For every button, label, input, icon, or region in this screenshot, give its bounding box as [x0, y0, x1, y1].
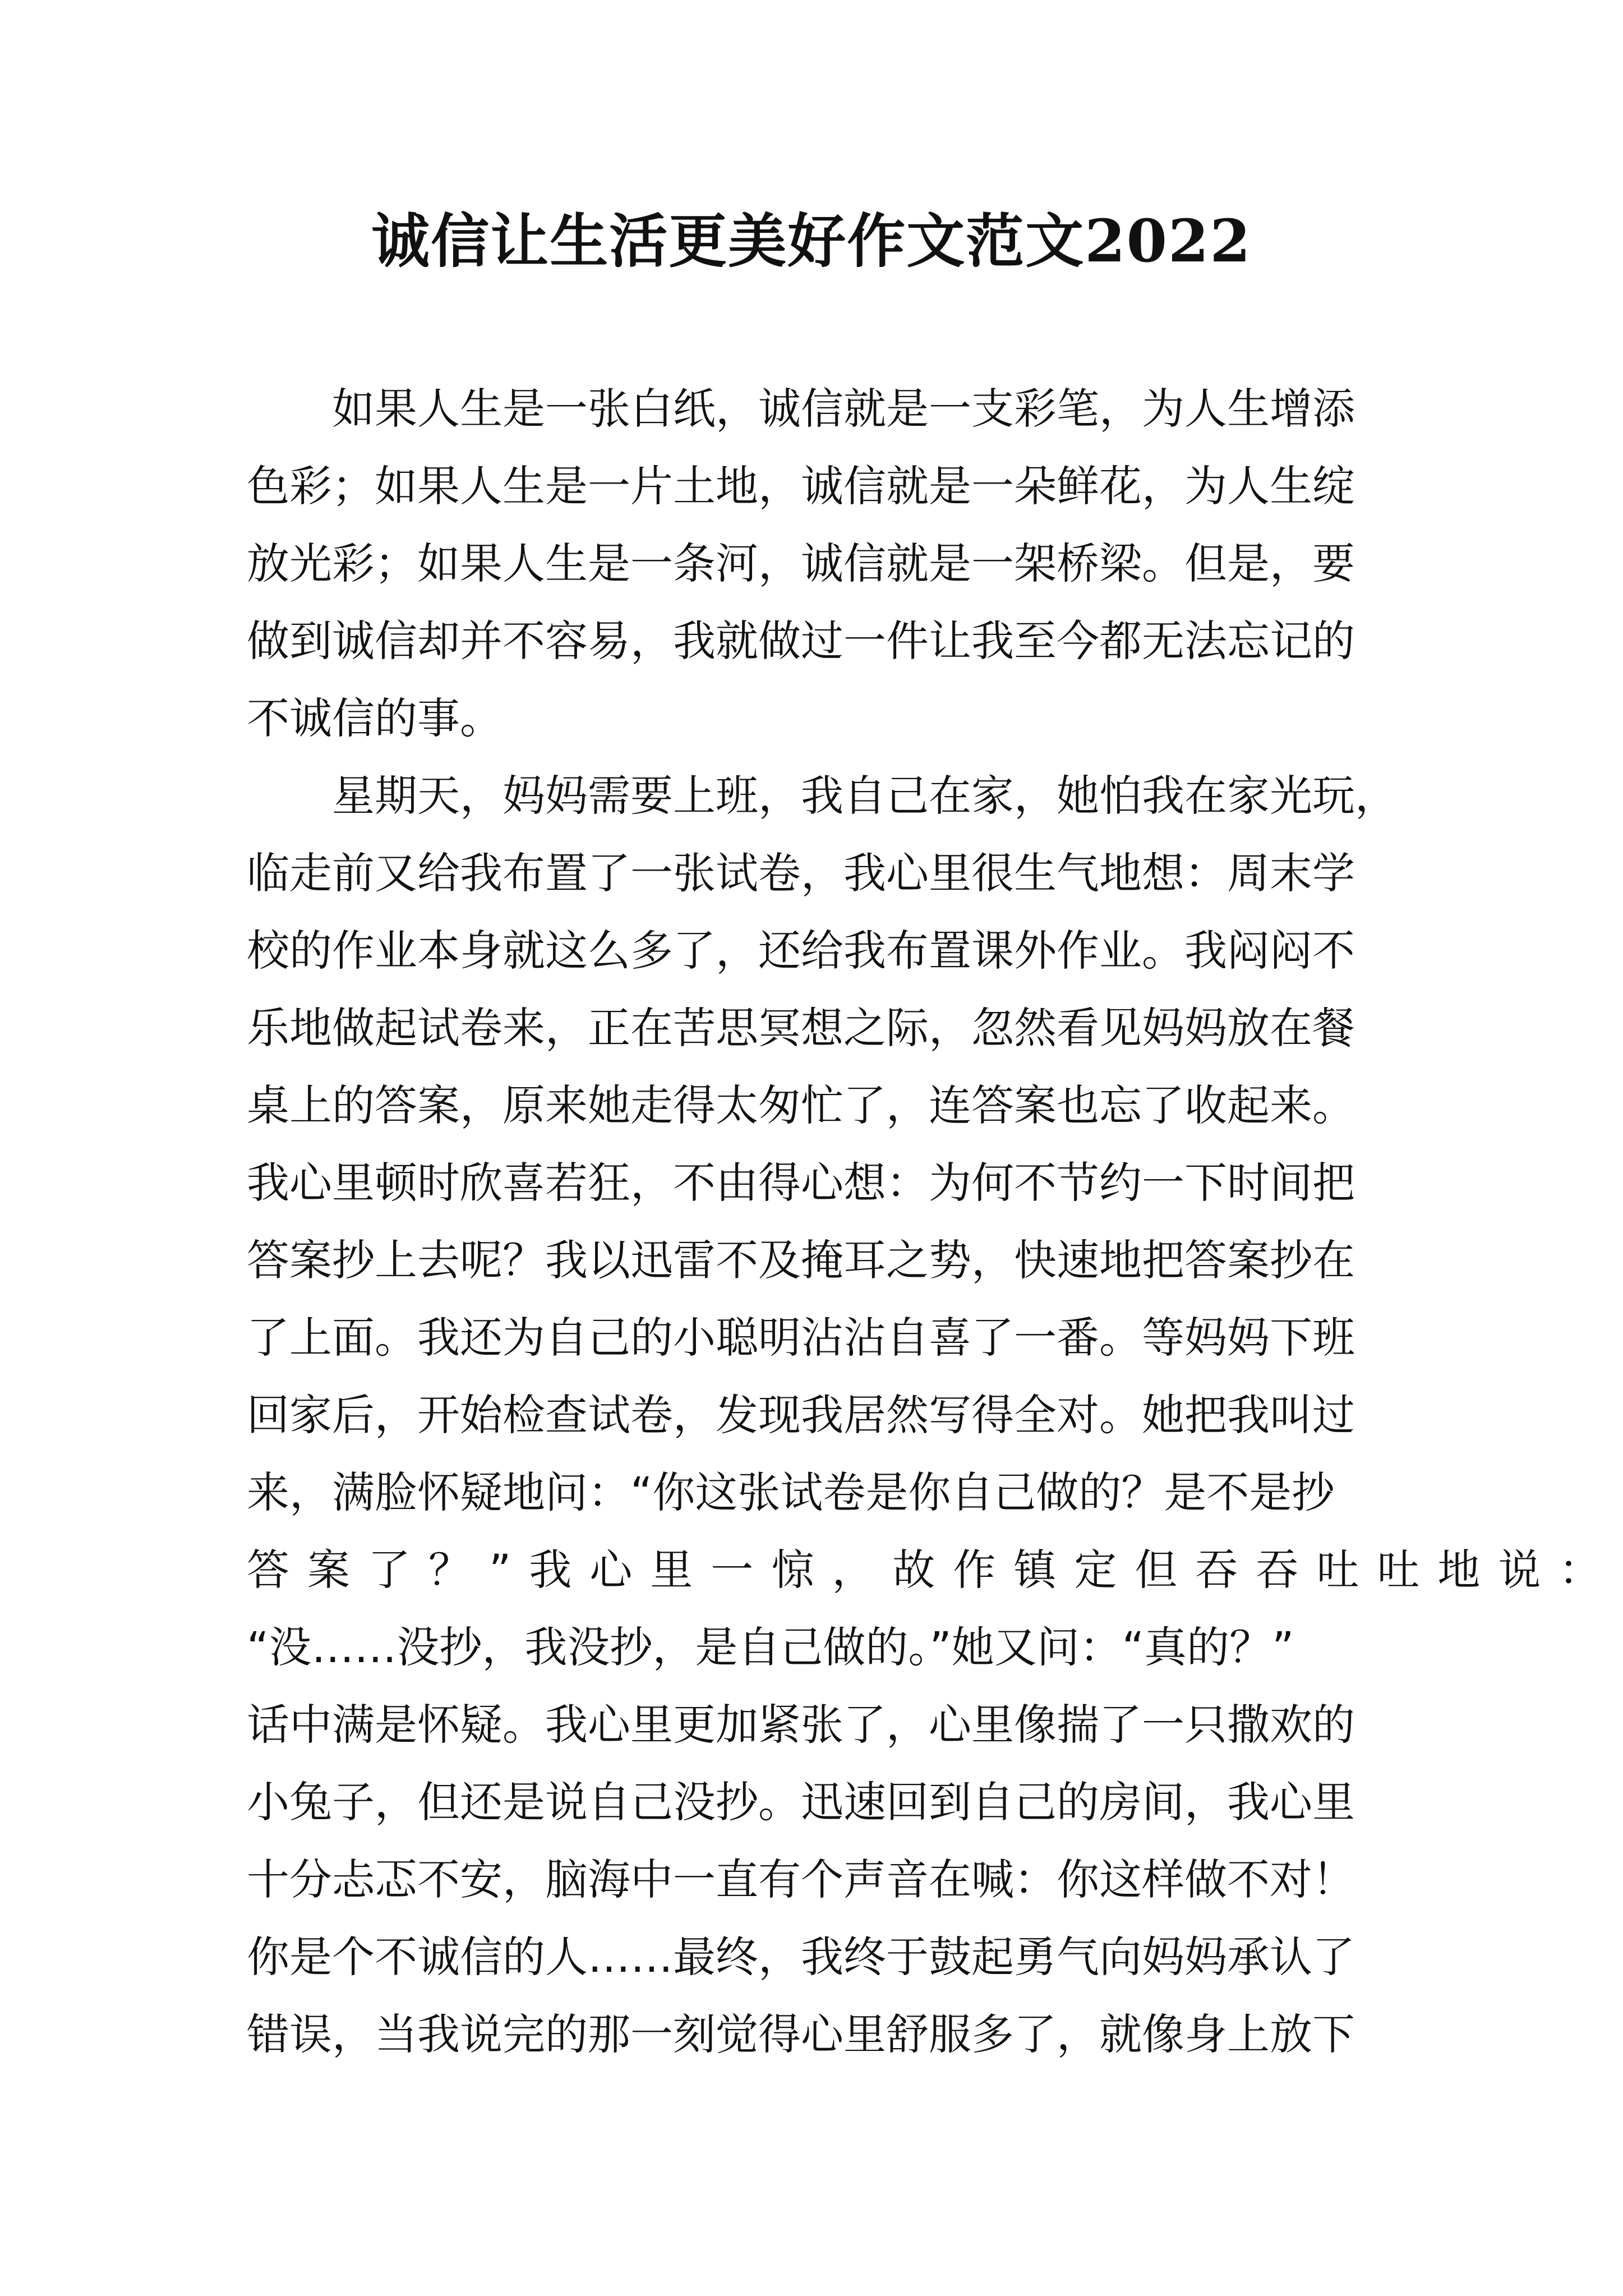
paragraph-2-line-5: 桌上的答案，原来她走得太匆忙了，连答案也忘了收起来。: [247, 1080, 1355, 1130]
paragraph-2-line-6: 我心里顿时欣喜若狂，不由得心想：为何不节约一下时间把: [247, 1158, 1355, 1208]
paragraph-2-line-4: 乐地做起试卷来，正在苦思冥想之际，忽然看见妈妈放在餐: [247, 1003, 1355, 1053]
paragraph-1-line-2: 色彩；如果人生是一片土地，诚信就是一朵鲜花，为人生绽: [247, 461, 1355, 511]
paragraph-2-line-10: 来，满脸怀疑地问：“你这张试卷是你自己做的？是不是抄: [247, 1467, 1335, 1517]
paragraph-2-line-16: 你是个不诚信的人……最终，我终于鼓起勇气向妈妈承认了: [247, 1932, 1355, 1982]
paragraph-2-line-11: 答案了？”我心里一惊，故作镇定但吞吞吐吐地说：: [247, 1545, 1620, 1595]
paragraph-1-line-1: 如果人生是一张白纸，诚信就是一支彩笔，为人生增添: [332, 384, 1355, 434]
paragraph-2-line-8: 了上面。我还为自己的小聪明沾沾自喜了一番。等妈妈下班: [247, 1313, 1355, 1363]
paragraph-2-line-17: 错误，当我说完的那一刻觉得心里舒服多了，就像身上放下: [247, 2009, 1355, 2059]
paragraph-2-line-15: 十分忐忑不安，脑海中一直有个声音在喊：你这样做不对！: [247, 1855, 1355, 1904]
document-title: 诚信让生活更美好作文范文2022: [371, 206, 1252, 275]
paragraph-2-line-9: 回家后，开始检查试卷，发现我居然写得全对。她把我叫过: [247, 1390, 1355, 1440]
paragraph-1-line-3: 放光彩；如果人生是一条河，诚信就是一架桥梁。但是，要: [247, 539, 1355, 588]
paragraph-2-line-13: 话中满是怀疑。我心里更加紧张了，心里像揣了一只撒欢的: [247, 1700, 1355, 1750]
paragraph-2-line-14: 小兔子，但还是说自己没抄。迅速回到自己的房间，我心里: [247, 1777, 1355, 1827]
paragraph-2-line-1: 星期天，妈妈需要上班，我自己在家，她怕我在家光玩，: [332, 771, 1398, 821]
paragraph-2-line-3: 校的作业本身就这么多了，还给我布置课外作业。我闷闷不: [247, 926, 1355, 976]
paragraph-2-line-12: “没……没抄，我没抄，是自己做的。”她又问：“真的？”: [247, 1622, 1294, 1672]
paragraph-1-line-5: 不诚信的事。: [247, 693, 502, 743]
paragraph-2-line-7: 答案抄上去呢？我以迅雷不及掩耳之势，快速地把答案抄在: [247, 1235, 1355, 1285]
paragraph-1-line-4: 做到诚信却并不容易，我就做过一件让我至今都无法忘记的: [247, 616, 1355, 666]
paragraph-2-line-2: 临走前又给我布置了一张试卷，我心里很生气地想：周末学: [247, 848, 1355, 898]
document-body: [247, 370, 1620, 2073]
